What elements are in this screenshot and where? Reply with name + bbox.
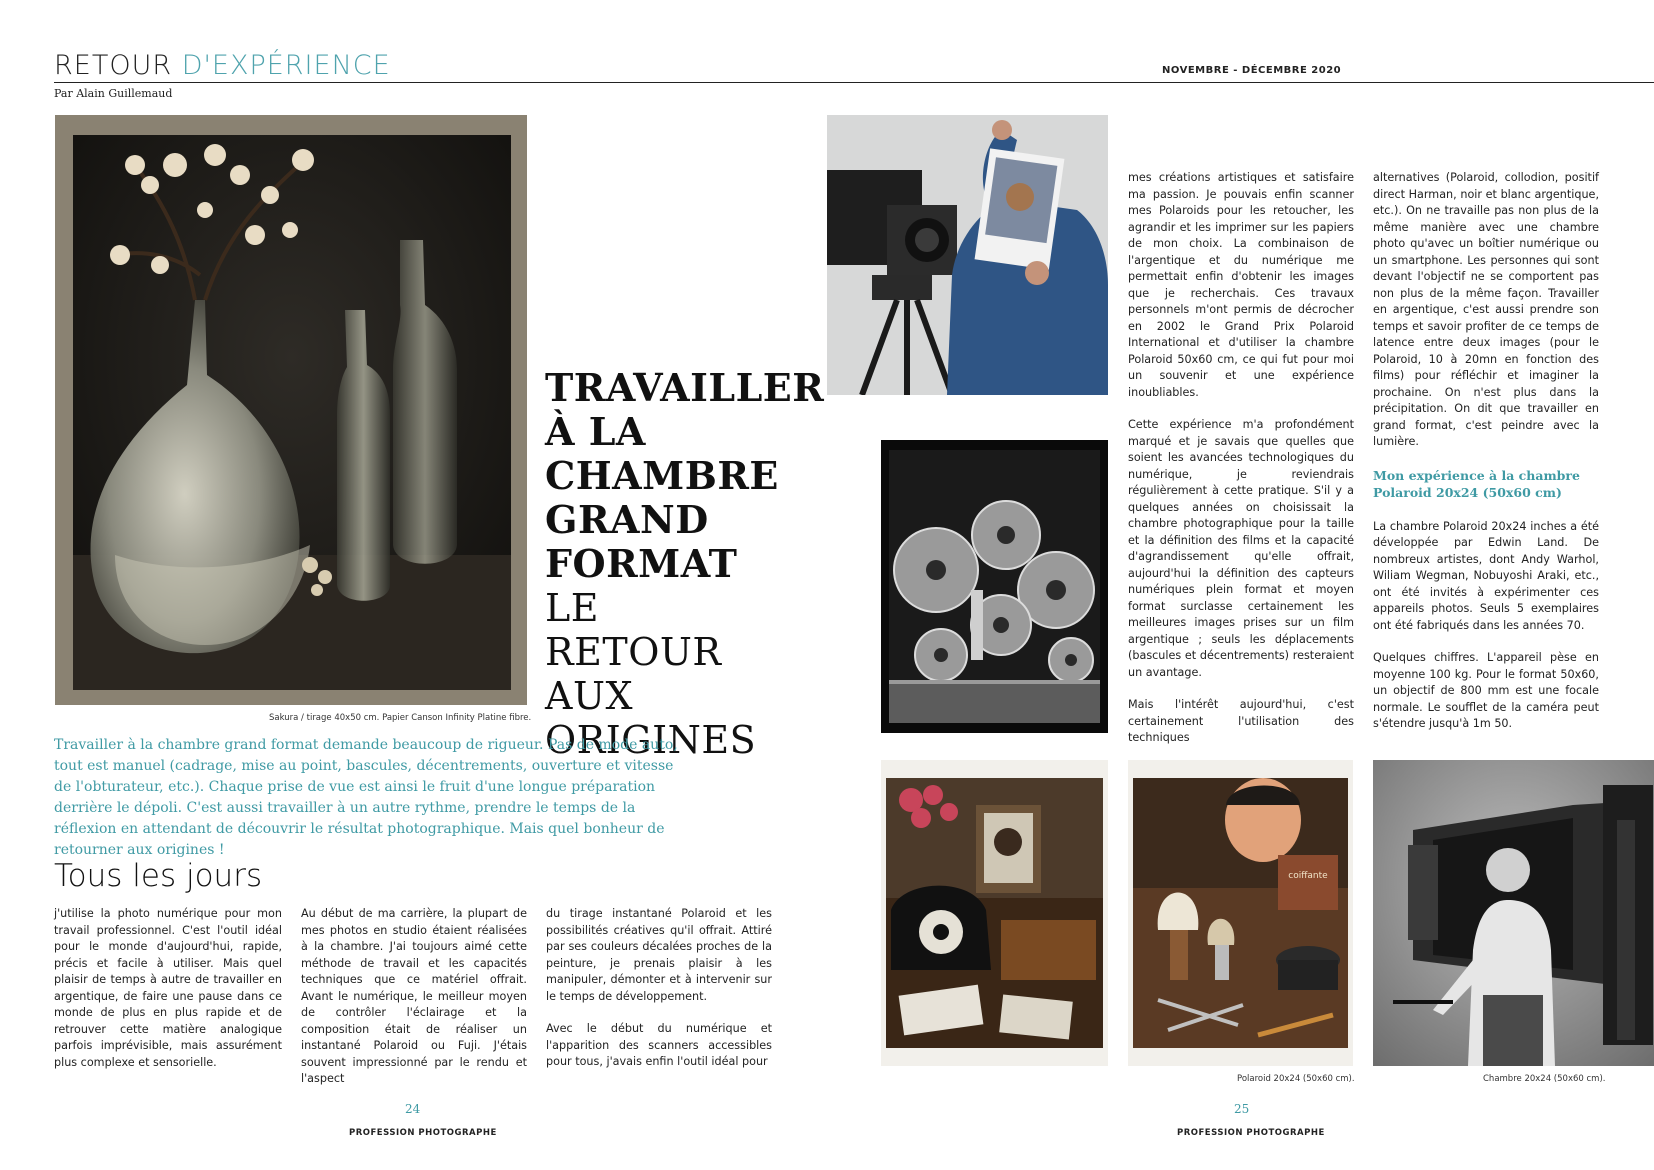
sakura-caption: Sakura / tirage 40x50 cm. Papier Canson Infinity Platine fibre. [269,713,532,723]
magazine-name-right: PROFESSION PHOTOGRAPHE [1177,1128,1325,1138]
section-rubric [54,50,391,81]
chambre-caption: Chambre 20x24 (50x60 cm). [1483,1074,1606,1084]
headline-line-8: ORIGINES [545,718,757,762]
page-number-left: 24 [405,1102,421,1116]
headline-line-6: LE RETOUR [545,586,722,674]
gears-polaroid-photo [881,440,1108,733]
polaroid-caption: Polaroid 20x24 (50x60 cm). [1237,1074,1355,1084]
magazine-name-left: PROFESSION PHOTOGRAPHE [349,1128,497,1138]
paragraph: Mais l'intérêt aujourd'hui, c'est certainement l'utilisation des techniques [1128,698,1354,744]
photographer-with-polaroid-photo [827,115,1108,395]
paragraph: Cette expérience m'a profondément marqué et je savais que quelles que soient les avancées technologiques du numérique, je reviendrais régulièrement à cette pratique. S'il y a quelques années on choisissait la chambre photographique pour la taille et la définition des films et la capacité d'agrandissement qu'elle offrait, aujourd'hui la définition des capteurs numériques plein format et moyen format surclasse certainement les meilleures images prises sur un film argentique ; seuls les déplacements (bascules et décentrements) resteraient un avantage. [1128,418,1354,679]
polaroid-camera-portrait-photo [1373,760,1654,1066]
article-intro: Travailler à la chambre grand format demande beaucoup de rigueur. Pas de mode auto, tout est manuel (cadrage, mise au point, bascules, décentrements, ouverture et vitesse de l'obturateur, etc.). Chaque prise de vue est ainsi le fruit d'une longue préparation derrière le dépoli. C'est aussi travailler à un autre rythme, prendre le temps de la réflexion en attendant de découvrir le résultat photographique. Mais quel bonheur de retourner aux origines ! [54,737,678,858]
headline-line-5: FORMAT [545,541,738,586]
header-rule [54,82,1654,83]
body-column-1 [54,906,282,1071]
headline-line-2: À LA [545,409,646,454]
paragraph: Quelques chiffres. L'appareil pèse en moyenne 100 kg. Pour le format 50x60, un objectif de 800 mm est une focale normale. Le soufflet de la caméra peut s'étendre jusqu'à 1m 50. [1373,651,1599,730]
subsection-heading: Mon expérience à la chambre Polaroid 20x24 (50x60 cm) [1373,467,1580,500]
byline: Par Alain Guillemaud [54,87,173,100]
paragraph: du tirage instantané Polaroid et les possibilités créatives qu'il offrait. Attiré par ses couleurs décalées proches de la peinture, je prenais plaisir à les manipuler, démonter et à intervenir sur le temps de développement. [546,907,772,1003]
headline-line-7: AUX [545,674,634,718]
headline-line-3: CHAMBRE [545,453,779,498]
paragraph: Avec le début du numérique et l'apparition des scanners accessibles pour tous, j'avais enfin l'outil idéal pour [546,1022,772,1068]
article-headline [545,365,825,762]
svg-text:coiffante: coiffante [1288,871,1328,881]
body-column-3 [546,906,772,1071]
sakura-still-life-photo [55,115,527,705]
body-column-4 [1128,170,1354,747]
issue-date: NOVEMBRE - DÉCEMBRE 2020 [1162,65,1342,76]
paragraph: Au début de ma carrière, la plupart de mes photos en studio étaient réalisées à la chambre. J'ai toujours aimé cette méthode de travail et les capacités techniques que ce matériel offrait. Avant le numérique, le meilleur moyen de contrôler l'éclairage et la composition était de réaliser un instantané Polaroid ou Fuji. J'étais souvent impressionné par le rendu et l'aspect [301,907,527,1085]
headline-line-1: TRAVAILLER [545,365,825,410]
paragraph: j'utilise la photo numérique pour mon travail professionnel. C'est l'outil idéal pour le monde d'aujourd'hui, rapide, précis et facile à utiliser. Mais quel plaisir de temps à autre de travailler en argentique, de faire une pause dans ce monde de plus en plus rapide et de retrouver cette matière analogique parfois imprévisible, mais assurément plus complexe et sensorielle. [54,907,282,1069]
section-heading: Tous les jours [54,858,263,894]
rubric-accent: D'EXPÉRIENCE [181,50,391,81]
paragraph: mes créations artistiques et satisfaire ma passion. Je pouvais enfin scanner mes Polaroids pour les retoucher, les agrandir et les imprimer sur les papiers de mon choix. La combinaison de l'argentique et du numérique me permettait enfin d'obtenir les images que je recherchais. Ces travaux personnels m'ont permis de décrocher en 2002 le Grand Prix Polaroid International et d'utiliser la chambre Polaroid 50x60 cm, ce qui fut pour moi un souvenir et une expérience inoubliables. [1128,171,1354,399]
rubric-main: RETOUR [54,50,173,81]
page-number-right: 25 [1234,1102,1250,1116]
telephone-still-life-photo [881,760,1108,1066]
headline-line-4: GRAND [545,497,709,542]
body-column-2 [301,906,527,1088]
body-column-5 [1373,170,1599,733]
barber-still-life-photo [1128,760,1353,1066]
paragraph: La chambre Polaroid 20x24 inches a été développée par Edwin Land. De nombreux artistes, dont Andy Warhol, Wiliam Wegman, Nobuyoshi Araki, etc., ont été invités à expérimenter ces appareils photos. Seuls 5 exemplaires ont été fabriqués dans les années 70. [1373,519,1599,632]
paragraph: alternatives (Polaroid, collodion, positif direct Harman, noir et blanc argentique, etc.). On ne travaille pas non plus de la même manière avec une chambre photo qu'avec un boîtier numérique ou un smartphone. Les personnes qui sont devant l'objectif ne se comportent pas non plus de la même façon. Travailler en argentique, c'est aussi prendre son temps et savoir profiter de ce temps de latence entre deux images (pour le Polaroid, 10 à 20mn en fonction des films) pour réfléchir et imaginer la prochaine. On n'est plus dans la précipitation. On dit que travailler en grand format, c'est peindre avec la lumière. [1373,171,1599,448]
